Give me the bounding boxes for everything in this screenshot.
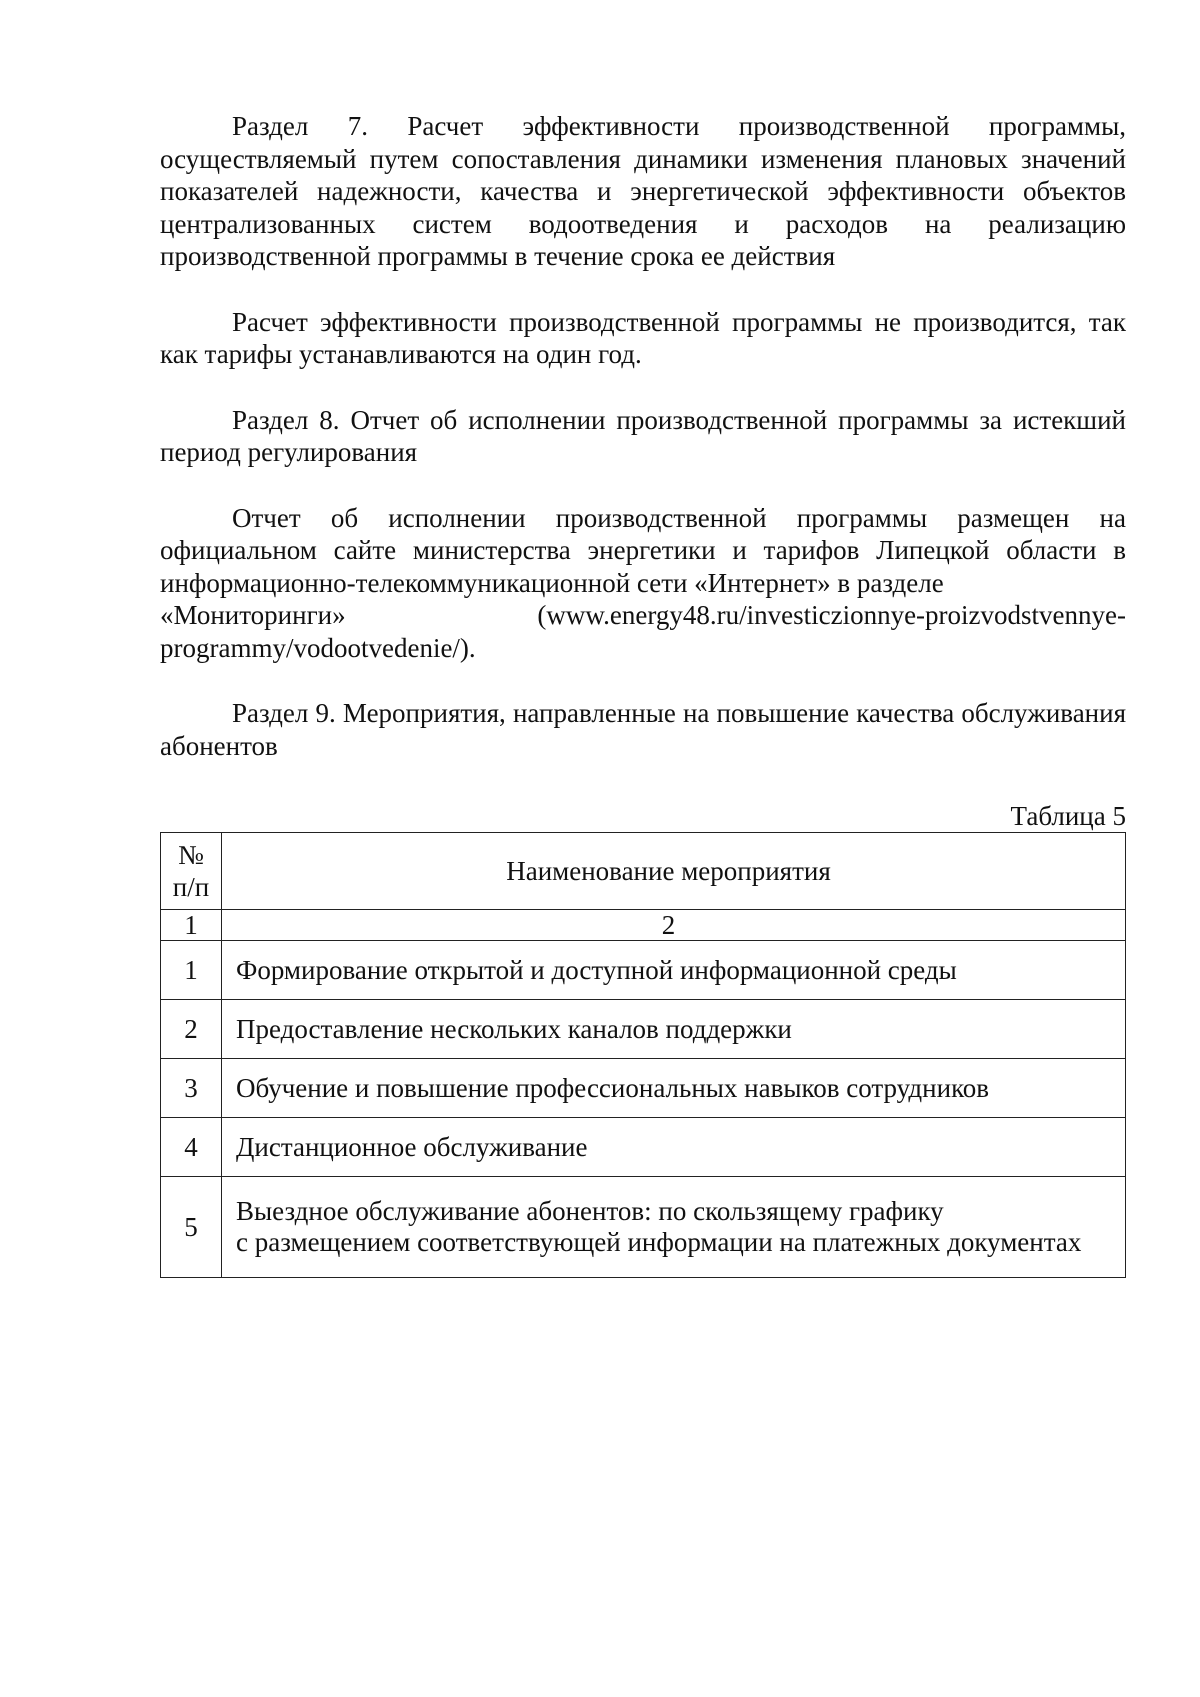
index-col-1: 1 [161, 910, 222, 941]
row-name-line1: Выездное обслуживание абонентов: по скользящему графику [236, 1196, 944, 1226]
row-name [222, 1177, 1126, 1278]
document-page [160, 110, 1126, 1278]
section-8-url-line [160, 599, 1126, 632]
header-name-cell: Наименование мероприятия [222, 833, 1126, 910]
measures-table [160, 832, 1126, 1278]
row-num: 2 [161, 1000, 222, 1059]
table-index-row [161, 910, 1126, 941]
report-url-part2: programmy/vodootvedenie/). [160, 632, 476, 663]
header-num-symbol: № [178, 840, 204, 870]
header-num-cell [161, 833, 222, 910]
report-url-part1: (www.energy48.ru/investiczionnye-proizvodstvennye- [537, 600, 1126, 630]
row-name: Предоставление нескольких каналов поддержки [222, 1000, 1126, 1059]
table-row [161, 941, 1126, 1000]
section-9-heading: Раздел 9. Мероприятия, направленные на повышение качества обслуживания абонентов [160, 698, 1126, 761]
table-row [161, 1059, 1126, 1118]
index-col-2: 2 [222, 910, 1126, 941]
table-row [161, 1118, 1126, 1177]
section-8-heading: Раздел 8. Отчет об исполнении производственной программы за истекший период регулирования [160, 404, 1126, 467]
section-8-body-text: Отчет об исполнении производственной программы размещен на официальном сайте министерства энергетики и тарифов Липецкой области в информационно-телекоммуникационной сети «Интернет» в разделе [160, 502, 1126, 598]
section-7-body: Расчет эффективности производственной программы не производится, так как тарифы устанавливаются на один год. [160, 306, 1126, 369]
section-8-body [160, 502, 1126, 665]
row-num: 3 [161, 1059, 222, 1118]
table-row [161, 1000, 1126, 1059]
table-header-row [161, 833, 1126, 910]
section-7-heading: Раздел 7. Расчет эффективности производственной программы, осуществляемый путем сопоставления динамики изменения плановых значений показателей надежности, качества и энергетической эффективности объектов централизованных систем водоотведения и расходов на реализацию производственной программы в течение срока ее действия [160, 111, 1126, 271]
header-num-abbr: п/п [172, 872, 210, 902]
monitoring-label: «Мониторинги» [160, 600, 346, 630]
table-caption: Таблица 5 [1010, 801, 1126, 831]
table-row [161, 1177, 1126, 1278]
row-name: Формирование открытой и доступной информационной среды [222, 941, 1126, 1000]
row-num: 4 [161, 1118, 222, 1177]
row-num: 1 [161, 941, 222, 1000]
row-name: Дистанционное обслуживание [222, 1118, 1126, 1177]
row-num: 5 [161, 1177, 222, 1278]
row-name: Обучение и повышение профессиональных навыков сотрудников [222, 1059, 1126, 1118]
row-name-line2: с размещением соответствующей информации на платежных документах [236, 1227, 1082, 1257]
